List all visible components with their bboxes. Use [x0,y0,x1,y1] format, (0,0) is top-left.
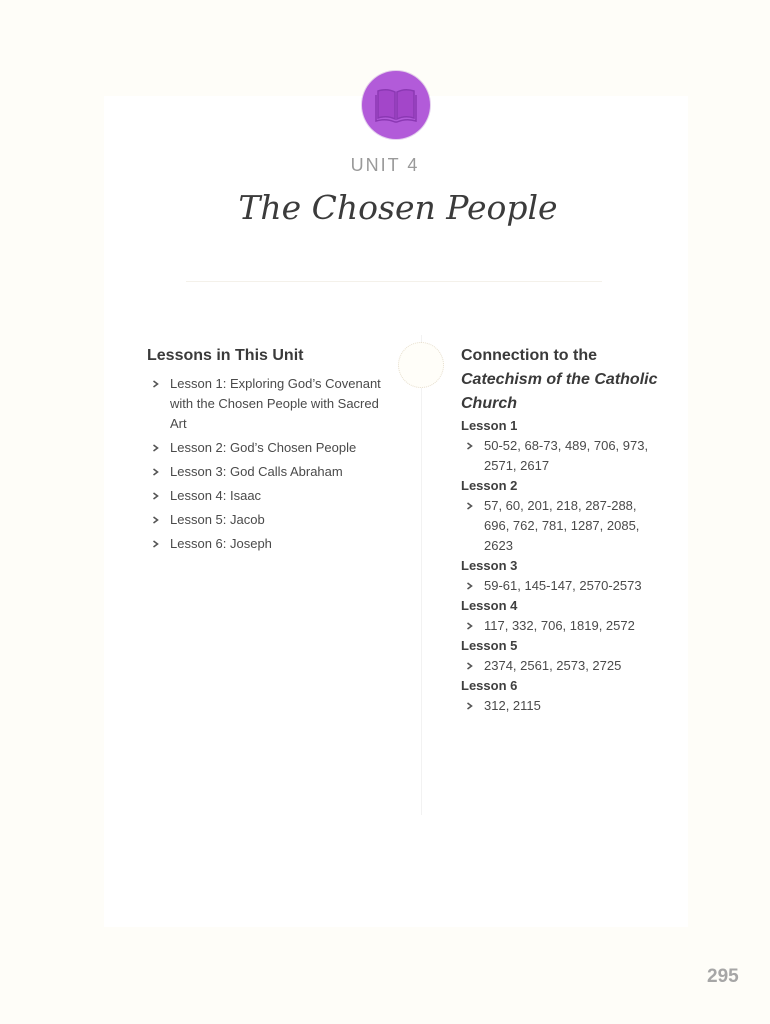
chevron-right-icon [152,516,159,524]
catechism-connection [461,636,661,676]
connection-lesson-title: Lesson 1 [461,418,518,433]
lesson-label: Lesson 6: Joseph [170,536,272,551]
connection-lesson-title: Lesson 5 [461,638,518,653]
refs-text: 312, 2115 [484,698,541,713]
title-divider [186,281,602,282]
list-item [147,534,383,554]
chevron-right-icon [152,380,159,388]
lesson-label: Lesson 2: God’s Chosen People [170,440,357,455]
catechism-connection [461,476,661,556]
list-item [147,374,383,434]
ornament-icon [398,342,444,388]
chevron-right-icon [466,702,473,710]
chevron-right-icon [466,622,473,630]
connection-refs [461,696,661,716]
lesson-label: Lesson 3: God Calls Abraham [170,464,343,479]
connection-lesson-title: Lesson 4 [461,598,518,613]
chevron-right-icon [466,442,473,450]
column-divider [421,335,422,815]
catechism-connection [461,596,661,636]
refs-text: 50-52, 68-73, 489, 706, 973, 2571, 2617 [484,438,649,473]
chevron-right-icon [152,444,159,452]
list-item [147,486,383,506]
chevron-right-icon [152,468,159,476]
refs-text: 59-61, 145-147, 2570-2573 [484,578,642,593]
catechism-connection [461,556,661,596]
lesson-label: Lesson 1: Exploring God’s Covenant with the Chosen People with Sacred Art [170,376,381,431]
connection-lesson-title: Lesson 6 [461,678,518,693]
lessons-heading: Lessons in This Unit [147,347,304,364]
chevron-right-icon [152,540,159,548]
connection-refs [461,576,661,596]
chevron-right-icon [152,492,159,500]
chevron-right-icon [466,502,473,510]
chevron-right-icon [466,582,473,590]
catechism-connection [461,416,661,476]
catechism-connection [461,676,661,716]
catechism-heading [461,344,661,416]
lessons-section [147,344,383,558]
connection-refs [461,656,661,676]
page-number: 295 [707,966,739,987]
refs-text: 57, 60, 201, 218, 287-288, 696, 762, 781, 1287, 2085, 2623 [484,498,640,553]
connection-lesson-title: Lesson 2 [461,478,518,493]
unit-label: UNIT 4 [350,155,420,175]
list-item [147,438,383,458]
lesson-list [147,374,383,554]
connection-refs [461,616,661,636]
open-book-icon [362,71,430,139]
open-book-svg [374,87,418,123]
unit-title: The Chosen People [238,188,558,227]
connection-refs [461,436,661,476]
connection-lesson-title: Lesson 3 [461,558,518,573]
catechism-title: Catechism of the Catholic Church [461,371,658,412]
connection-refs [461,496,661,556]
refs-text: 117, 332, 706, 1819, 2572 [484,618,635,633]
lesson-label: Lesson 5: Jacob [170,512,265,527]
refs-text: 2374, 2561, 2573, 2725 [484,658,622,673]
chevron-right-icon [466,662,473,670]
list-item [147,462,383,482]
catechism-heading-line: Connection to the [461,347,597,364]
catechism-section [461,344,661,716]
list-item [147,510,383,530]
lesson-label: Lesson 4: Isaac [170,488,262,503]
